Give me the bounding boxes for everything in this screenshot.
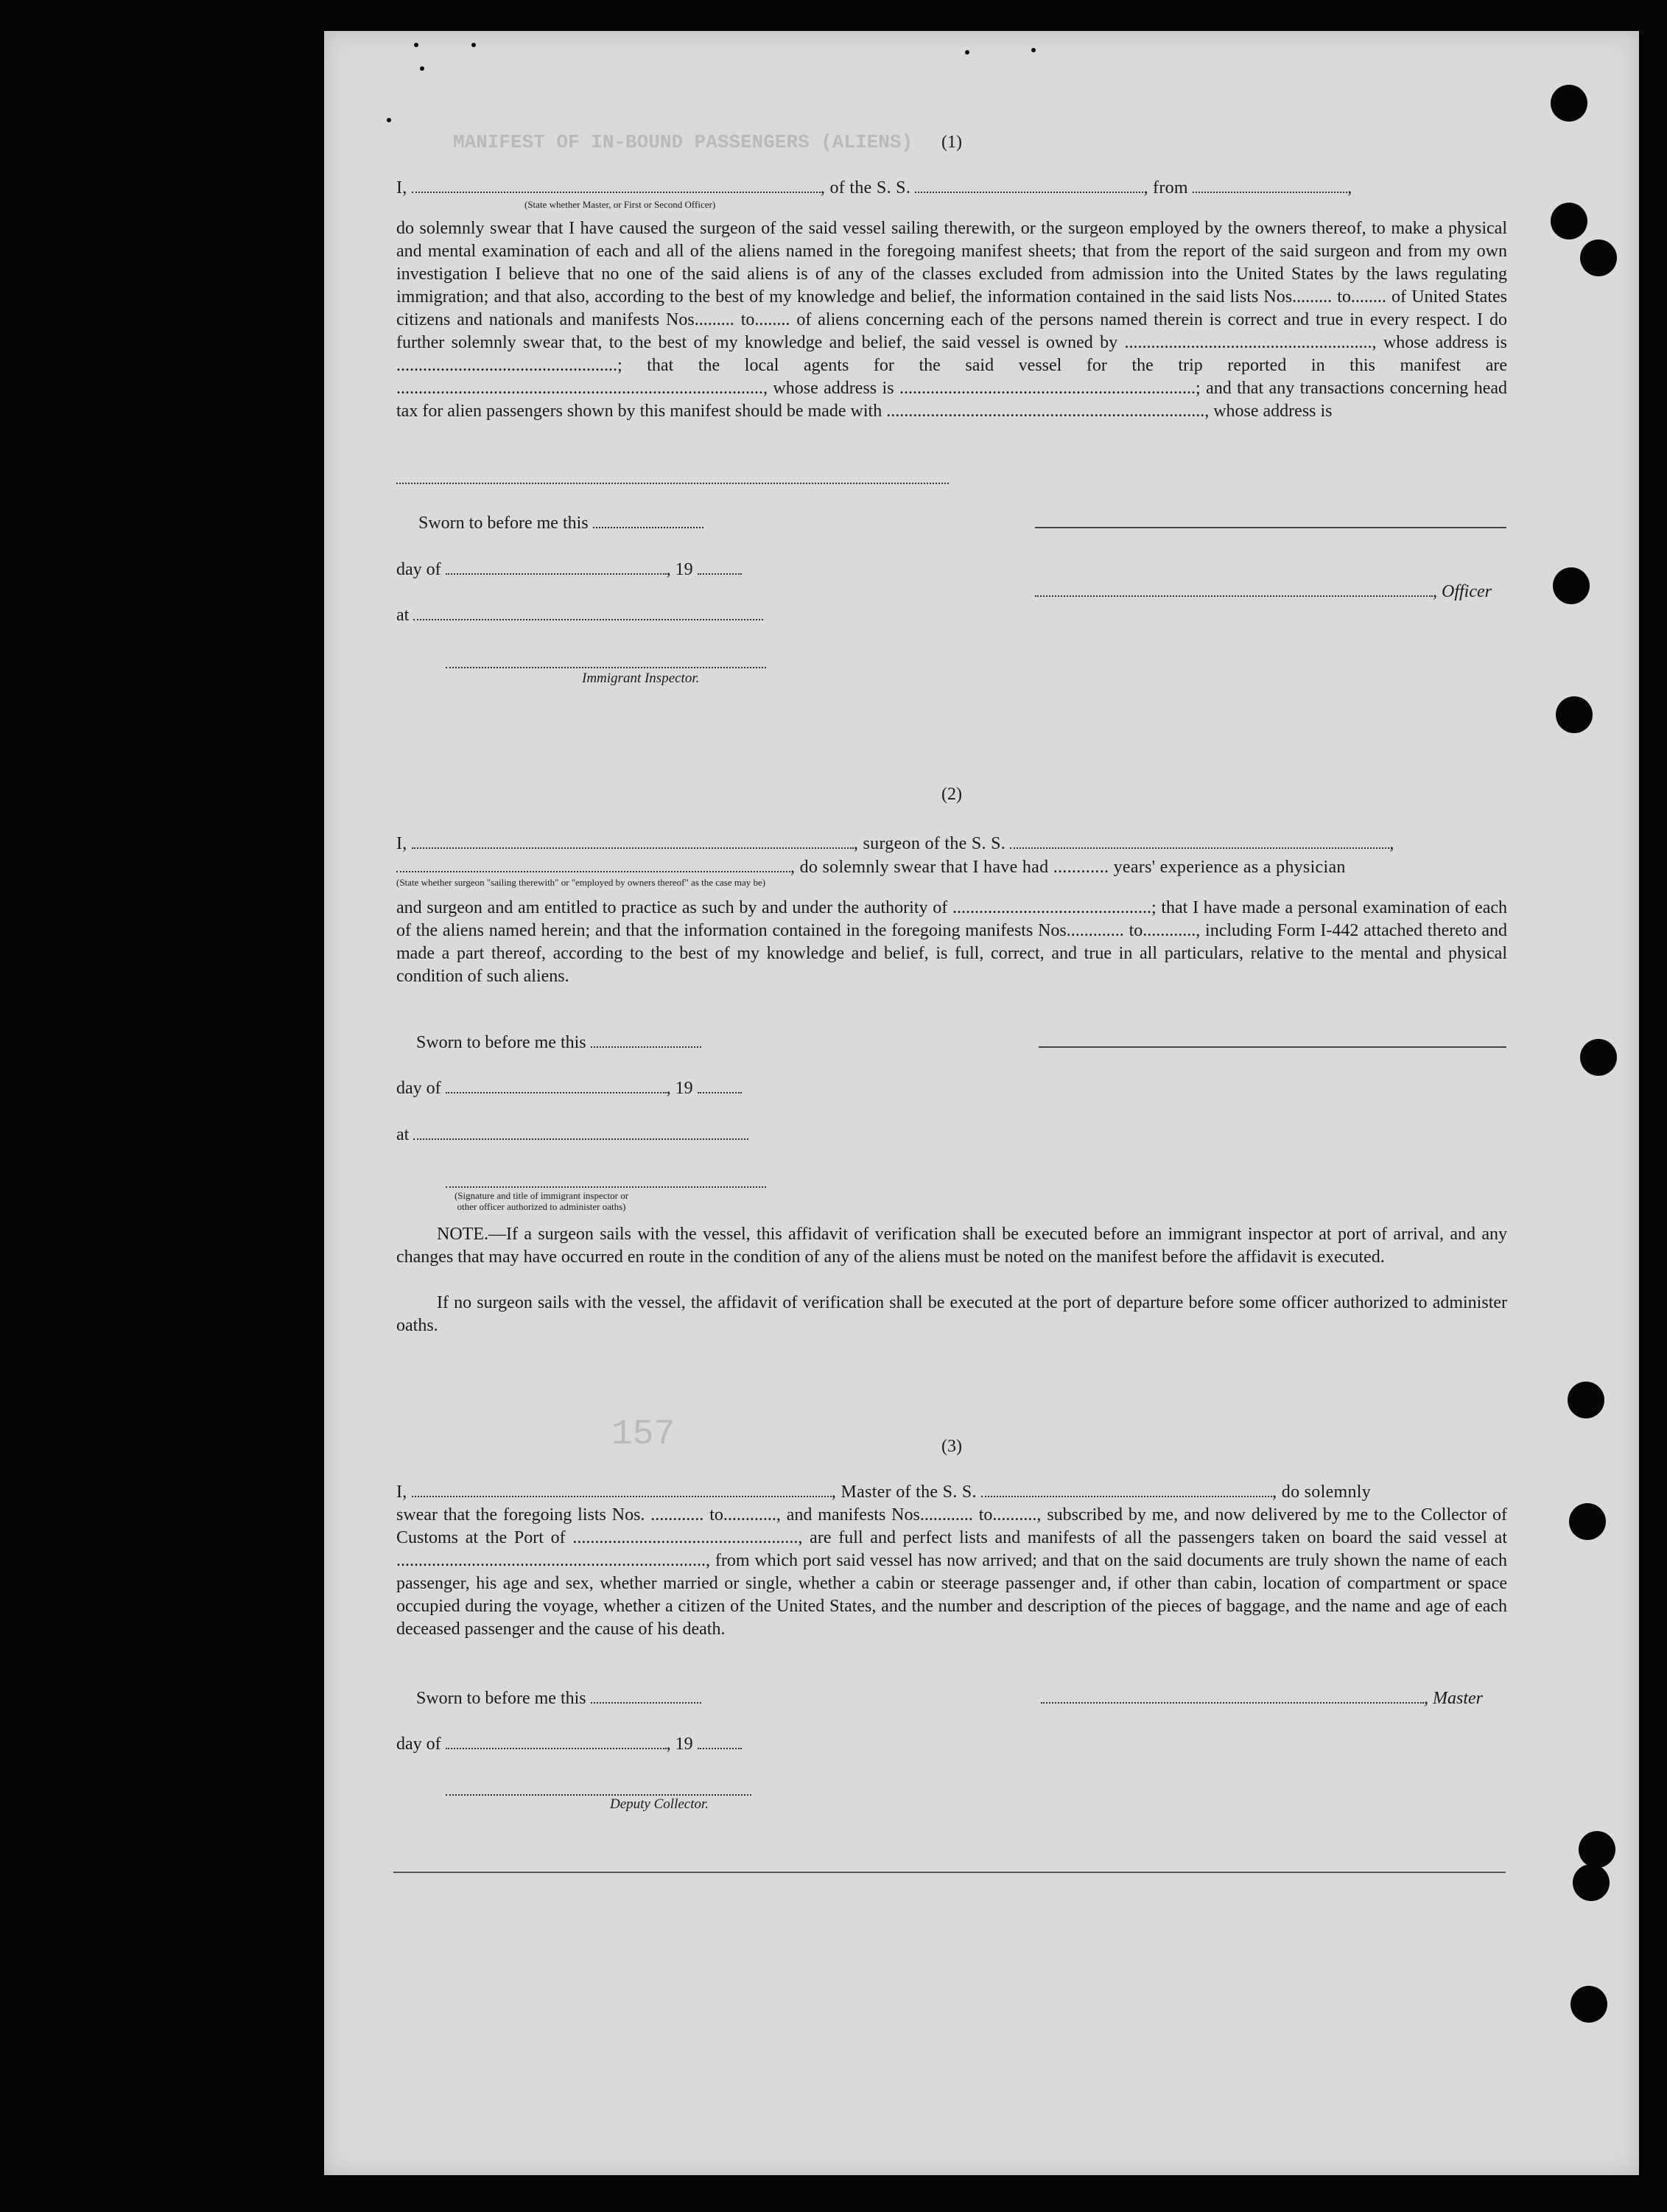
surgeon-name-field[interactable] bbox=[412, 833, 854, 849]
section2-sworn: Sworn to before me this bbox=[416, 1032, 701, 1053]
surgeon-vessel-field[interactable] bbox=[1010, 833, 1389, 849]
section1-at: at bbox=[396, 604, 763, 626]
section2-sig-right[interactable] bbox=[1039, 1032, 1506, 1053]
section1-caption: (State whether Master, or First or Second Officer) bbox=[524, 199, 716, 210]
vessel-field[interactable] bbox=[915, 177, 1143, 193]
master-vessel-field[interactable] bbox=[981, 1481, 1272, 1497]
punch-hole bbox=[1571, 1986, 1607, 2023]
section2-note: NOTE.—If a surgeon sails with the vessel, this affidavit of verification shall be executed before an immigrant inspector at port of arrival, and any changes that may have occurred en route in the condition of any of the aliens must be noted on the manifest before the affidavit is executed. bbox=[396, 1225, 1507, 1267]
section2-line1: I, , surgeon of the S. S. , bbox=[396, 834, 1394, 853]
punch-hole bbox=[1573, 1864, 1610, 1901]
section1-i: I, bbox=[396, 178, 407, 197]
section2-body: and surgeon and am entitled to practice as such by and under the authority of .............................................; that I have made a personal examination of each of the aliens named herein; and that the information contained in the foregoing manifests Nos............. to............, including Form I-442 attached thereto and made a part thereof, according to the best of my knowledge and belief, is full, correct, and true in all particulars, relative to the mental and physical condition of such aliens. bbox=[396, 898, 1507, 986]
section1-address-line[interactable] bbox=[396, 468, 949, 489]
section2-number: (2) bbox=[941, 785, 962, 804]
from-field[interactable] bbox=[1193, 177, 1347, 193]
section2-day: day of , 19 bbox=[396, 1077, 742, 1099]
punch-hole bbox=[1579, 1831, 1615, 1868]
section2-caption: (State whether surgeon "sailing therewith" or "employed by owners thereof" as the case may be) bbox=[396, 877, 766, 888]
punch-hole bbox=[1553, 567, 1590, 604]
section1-day: day of , 19 bbox=[396, 559, 742, 580]
speck bbox=[420, 66, 424, 71]
bleed-through-stamp: 157 bbox=[611, 1415, 675, 1455]
section2-at: at bbox=[396, 1124, 748, 1145]
master-name-field[interactable] bbox=[412, 1481, 832, 1497]
speck bbox=[1031, 48, 1036, 52]
speck bbox=[414, 43, 418, 47]
section1-number: (1) bbox=[941, 133, 962, 152]
punch-hole bbox=[1580, 239, 1617, 276]
section3-number: (3) bbox=[941, 1437, 962, 1456]
section3-sworn: Sworn to before me this bbox=[416, 1687, 701, 1709]
section3-master-line: , Master bbox=[1041, 1687, 1483, 1709]
section1-inspector-label: Immigrant Inspector. bbox=[582, 671, 700, 686]
punch-hole bbox=[1568, 1382, 1604, 1418]
section1-officer-sig[interactable] bbox=[1035, 512, 1506, 533]
punch-hole bbox=[1551, 85, 1587, 122]
section3-body: swear that the foregoing lists Nos. ............ to............, and manifests Nos............ to.........., subscribed by me, and now delivered by me to the Collector of Customs at the Port of ..................................................., are full and perfect lists and manifests of all the passengers taken on board the said vessel at ......................................................................, from which port said vessel has now arrived; and that on the said documents are truly shown the name of each passenger, his age and sex, whether married or single, whether a cabin or steerage passenger and, if other than cabin, location of compartment or space occupied during the voyage, whether a citizen of the United States, and the number and description of the pieces of baggage, and the name and age of each deceased passenger and the cause of his death. bbox=[396, 1505, 1507, 1639]
section1-body: do solemnly swear that I have caused the surgeon of the said vessel sailing therewith, or the surgeon employed by the owners thereof, to make a physical and mental examination of each and all of the aliens named in the foregoing manifest sheets; that from the report of the said surgeon and from my own investigation I believe that no one of the said aliens is of any of the classes excluded from admission into the United States by the laws regulating immigration; and that also, according to the best of my knowledge and belief, the information contained in the said lists Nos......... to........ of United States citizens and nationals and manifests Nos......... to........ of aliens concerning each of the persons named therein is correct and true in every respect. I do further solemnly swear that, to the best of my knowledge and belief, the said vessel is owned by ........................................................, whose address is ..................................................; that the local agents for the said vessel for the trip reported in this manifest are ..................................................................................., whose address is ...................................................................; and that any transactions concerning head tax for alien passengers shown by this manifest should be made with ........................................................................, whose address is bbox=[396, 219, 1507, 421]
officer-field[interactable] bbox=[412, 177, 821, 193]
section3-line1: I, , Master of the S. S. , do solemnly bbox=[396, 1483, 1372, 1502]
section2-line2: , do solemnly swear that I have had ............ years' experience as a physician bbox=[396, 856, 1507, 879]
section2-note2: If no surgeon sails with the vessel, the affidavit of verification shall be executed at the port of departure before some officer authorized to administer oaths. bbox=[396, 1293, 1507, 1335]
section3-day: day of , 19 bbox=[396, 1733, 742, 1754]
punch-hole bbox=[1551, 203, 1587, 239]
punch-hole bbox=[1556, 696, 1593, 733]
from-label: , from bbox=[1143, 178, 1188, 197]
bleed-through-header: MANIFEST OF IN-BOUND PASSENGERS (ALIENS) bbox=[453, 131, 913, 153]
speck bbox=[965, 50, 969, 55]
punch-hole bbox=[1569, 1503, 1606, 1540]
bottom-rule bbox=[393, 1872, 1506, 1873]
punch-hole bbox=[1580, 1039, 1617, 1076]
surgeon-status-field[interactable] bbox=[396, 856, 790, 872]
section3-collector-label: Deputy Collector. bbox=[610, 1796, 709, 1812]
of-the-ss: , of the S. S. bbox=[820, 178, 911, 197]
section1-sworn: Sworn to before me this bbox=[418, 512, 703, 533]
speck bbox=[471, 43, 476, 47]
speck bbox=[387, 118, 391, 122]
section2-sig-caption: (Signature and title of immigrant inspector or other officer authorized to administer oaths) bbox=[454, 1190, 629, 1212]
section1-officer-line: , Officer bbox=[1035, 581, 1492, 602]
section1-line1: I, , of the S. S. , from , bbox=[396, 178, 1352, 197]
